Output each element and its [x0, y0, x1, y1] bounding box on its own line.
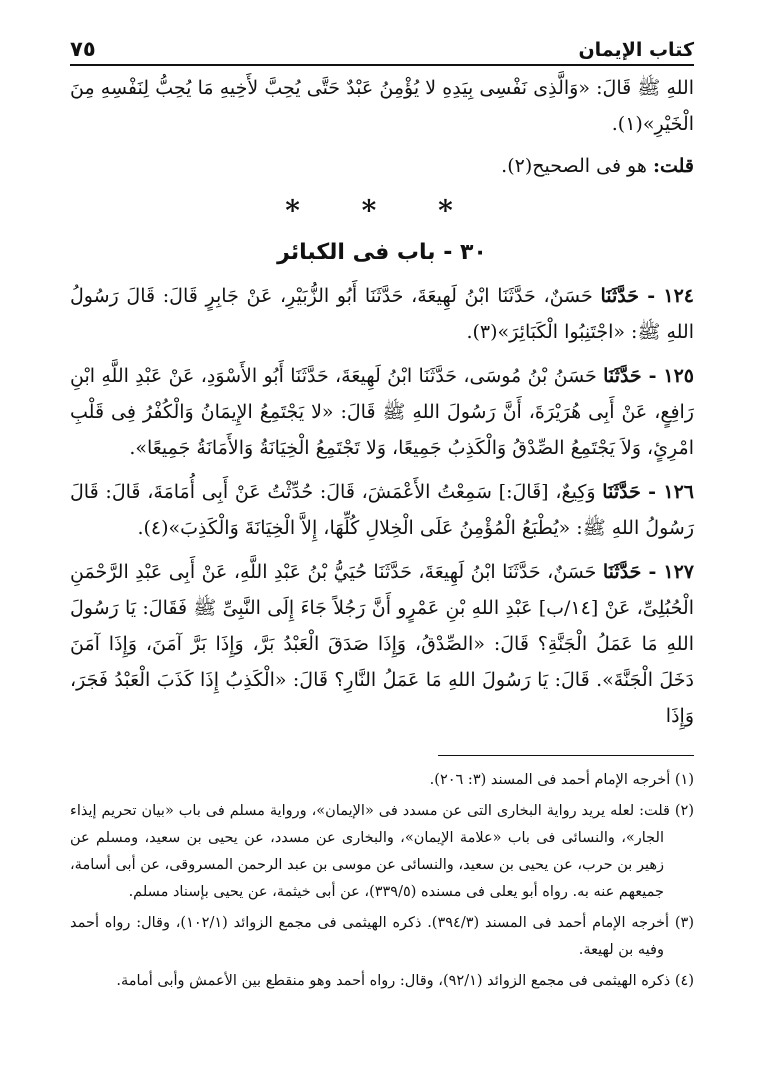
section-separator: * * * [285, 194, 479, 227]
chapter-heading: ٣٠ - باب فى الكبائر [277, 240, 487, 265]
hadith-number: ١٢٧ - حَدَّثَنَا [602, 561, 694, 583]
page-number: ٧٥ [70, 37, 96, 61]
hadith-124 [70, 278, 694, 350]
page-header [70, 28, 694, 66]
footnote-2: (٢) قلت: لعله يريد رواية البخارى التى عن مسدد فى «الإيمان»، ورواية مسلم فى باب «بيان تحريم إيذاء الجار»، والنسائى فى باب «علامة الإيمان»، والبخارى عن مسدد، عن يحيى بن سعيد، ومسلم عن زهير بن حرب، عن يحيى بن سعيد، والنسائى عن موسى بن عبد الرحمن المسروقى، عن أبى أسامة، جميعهم عنه به. رواه أبو يعلى فى مسنده (٣٣٩/٥)، عن أبى خيثمة، عن يحيى بإسناد مسلم. [70, 803, 694, 900]
hadith-continuation: اللهِ ﷺ قَالَ: «وَالَّذِى نَفْسِى بِيَدِهِ لا يُؤْمِنُ عَبْدٌ حَتَّى يُحِبَّ لأَخِيهِ مَا يُحِبُّ لِنَفْسِهِ مِنَ الْخَيْرِ»(١). [70, 77, 694, 135]
hadith-text: حَسَنٌ، حَدَّثَنَا ابْنُ لَهِيعَةَ، حَدَّثَنَا أَبُو الزُّبَيْرِ، عَنْ جَابِرٍ قَالَ: قَالَ رَسُولُ اللهِ ﷺ: «اجْتَنِبُوا الْكَبَائِرَ»(٣). [70, 285, 694, 343]
hadith-number: ١٢٤ - حَدَّثَنَا [600, 285, 694, 307]
footnote-divider [438, 755, 694, 756]
hadith-number: ١٢٥ - حَدَّثَنَا [603, 365, 694, 387]
editor-note [70, 148, 694, 184]
hadith-text: وَكِيعٌ، [قَالَ:] سَمِعْتُ الأَعْمَشَ، قَالَ: حُدِّثْتُ عَنْ أَبِى أُمَامَةَ، قَالَ: قَالَ رَسُولُ اللهِ ﷺ: «يُطْبَعُ الْمُؤْمِنُ عَلَى الْخِلالِ كُلِّهَا، إِلاَّ الْخِيَانَةَ وَالْكَذِبَ»(٤). [70, 481, 694, 539]
main-text [70, 70, 694, 734]
hadith-127 [70, 554, 694, 734]
footnotes [70, 765, 694, 999]
hadith-text: حَسَنُ بْنُ مُوسَى، حَدَّثَنَا ابْنُ لَهِيعَةَ، حَدَّثَنَا أَبُو الأَسْوَدِ، عَنْ عَبْدِ اللَّهِ ابْنِ رَافِعٍ، عَنْ أَبِى هُرَيْرَةَ، أَنَّ رَسُولَ اللهِ ﷺ قَالَ: «لا يَجْتَمِعُ الإِيمَانُ وَالْكُفْرُ فِى قَلْبِ امْرِئٍ، وَلاَ يَجْتَمِعُ الصِّدْقُ وَالْكَذِبُ جَمِيعًا، وَلا تَجْتَمِعُ الْخِيَانَةُ وَالأَمَانَةُ جَمِيعًا». [70, 365, 694, 459]
hadith-text: حَسَنٌ، حَدَّثَنَا ابْنُ لَهِيعَةَ، حَدَّثَنَا حُيَيُّ بْنُ عَبْدِ اللَّهِ، عَنْ أَبِى عَبْدِ الرَّحْمَنِ الْحُبُلِىِّ، عَنْ [١٤/ب] عَبْدِ اللهِ بْنِ عَمْرٍو أَنَّ رَجُلاً جَاءَ إِلَى النَّبِىِّ ﷺ فَقَالَ: يَا رَسُولَ اللهِ مَا عَمَلُ الْجَنَّةِ؟ قَالَ: «الصِّدْقُ، وَإِذَا صَدَقَ الْعَبْدُ بَرَّ، وَإِذَا بَرَّ آمَنَ، وَإِذَا آمَنَ دَخَلَ الْجَنَّةَ». قَالَ: يَا رَسُولَ اللهِ مَا عَمَلُ النَّارِ؟ قَالَ: «الْكَذِبُ إِذَا كَذَبَ الْعَبْدُ فَجَرَ، وَإِذَا [70, 561, 694, 727]
running-title: كتاب الإيمان [578, 39, 694, 61]
hadith-number: ١٢٦ - حَدَّثَنَا [602, 481, 694, 503]
note-text: هو فى الصحيح(٢). [501, 155, 647, 177]
footnote-4: (٤) ذكره الهيثمى فى مجمع الزوائد (٩٢/١)، وقال: رواه أحمد وهو منقطع بين الأعمش وأبى أمامة. [116, 973, 694, 989]
footnote-1: (١) أخرجه الإمام أحمد فى المسند (٣: ٢٠٦). [429, 772, 694, 788]
hadith-125 [70, 358, 694, 466]
note-label: قلت: [652, 155, 694, 177]
footnote-3: (٣) أخرجه الإمام أحمد فى المسند (٣٩٤/٣). ذكره الهيثمى فى مجمع الزوائد (١٠٢/١)، وقال: رواه أحمد وفيه بن لهيعة. [70, 915, 694, 958]
hadith-126 [70, 474, 694, 546]
